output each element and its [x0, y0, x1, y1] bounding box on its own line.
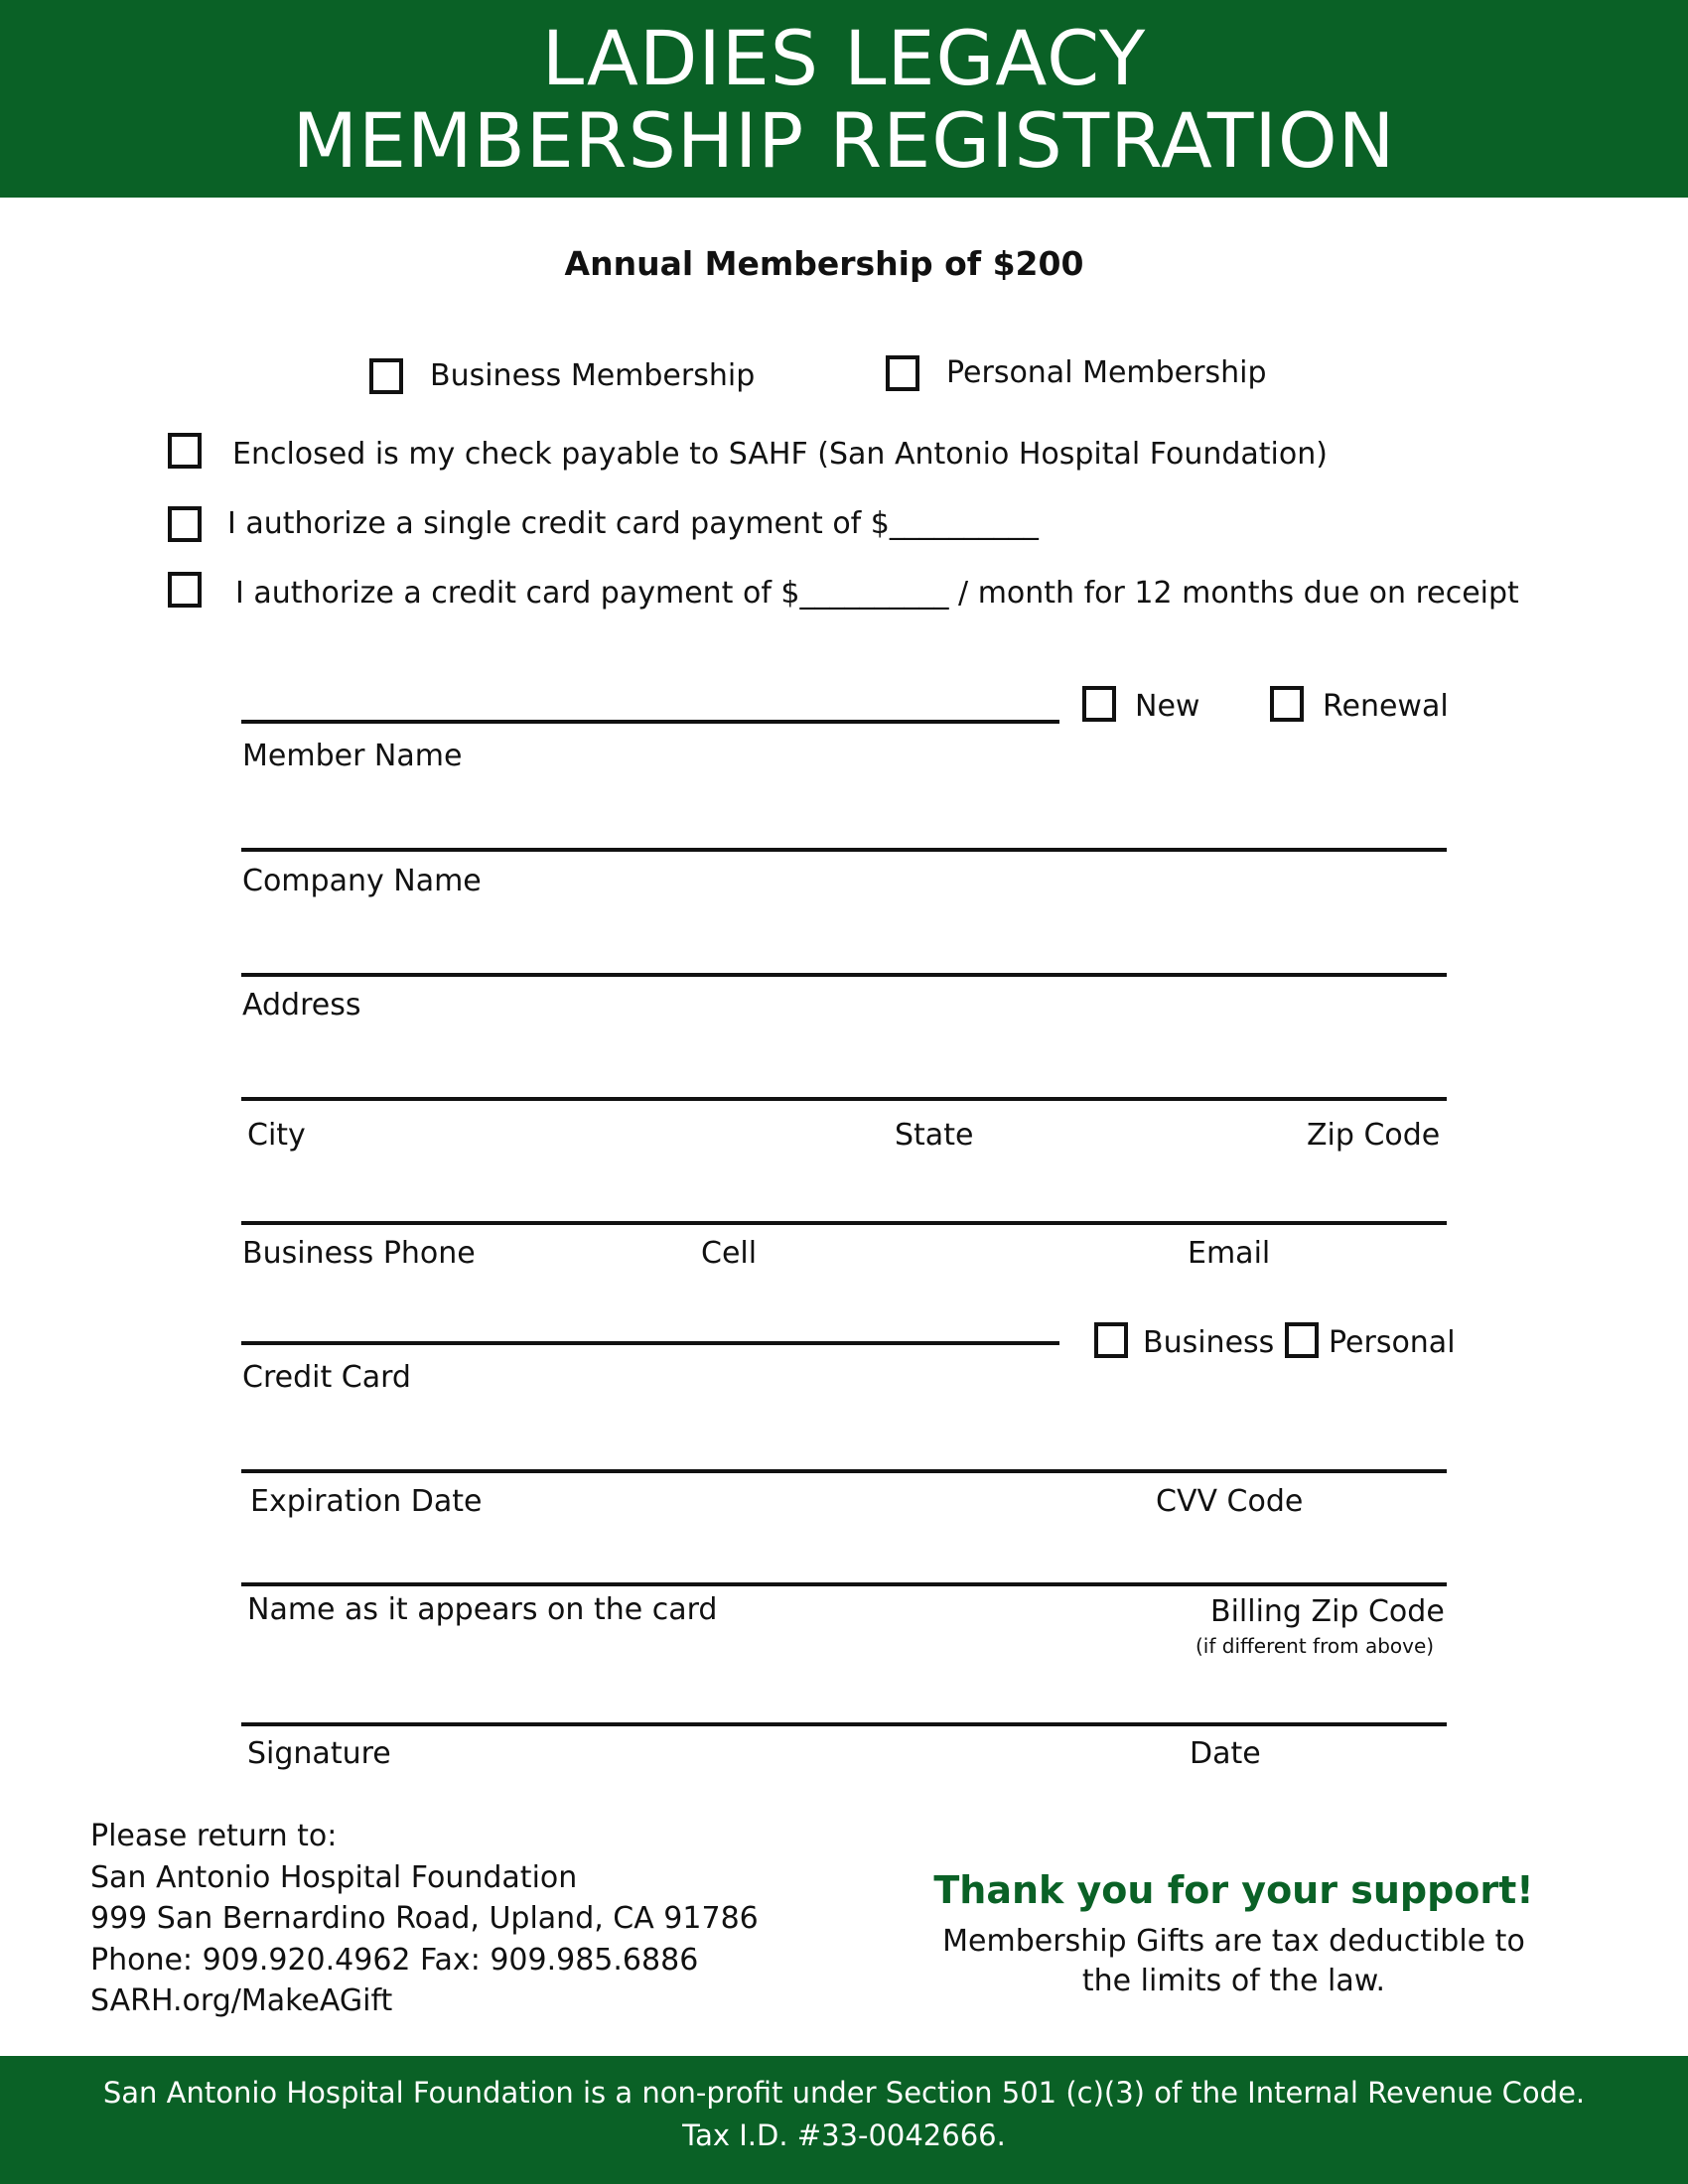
tax-deductible-line2: the limits of the law. [1081, 1964, 1386, 1998]
return-website[interactable]: SARH.org/MakeAGift [90, 1983, 393, 2018]
address-line[interactable] [241, 973, 1447, 977]
card-business-checkbox[interactable] [1094, 1322, 1128, 1358]
monthly-card-payment-checkbox[interactable] [168, 572, 202, 608]
page-title-line1: LADIES LEGACY [541, 14, 1147, 102]
personal-membership-checkbox[interactable] [886, 355, 919, 391]
return-org: San Antonio Hospital Foundation [90, 1860, 578, 1895]
card-business-label: Business [1143, 1325, 1275, 1360]
return-heading: Please return to: [90, 1819, 338, 1853]
tax-deductible-line1: Membership Gifts are tax deductible to [942, 1924, 1525, 1959]
check-payment-checkbox[interactable] [168, 433, 202, 469]
single-card-payment-checkbox[interactable] [168, 506, 202, 542]
new-member-label: New [1135, 689, 1200, 724]
email-label: Email [1188, 1236, 1271, 1271]
monthly-card-payment-label: I authorize a credit card payment of $__________ / month for 12 months due on receipt [235, 576, 1519, 611]
credit-card-label: Credit Card [242, 1360, 411, 1395]
renewal-label: Renewal [1323, 689, 1449, 724]
billing-zip-label: Billing Zip Code [1210, 1594, 1445, 1629]
page-title-line2: MEMBERSHIP REGISTRATION [292, 96, 1396, 185]
card-personal-checkbox[interactable] [1285, 1322, 1319, 1358]
city-state-zip-line[interactable] [241, 1097, 1447, 1101]
header-banner [0, 0, 1688, 198]
name-on-card-label: Name as it appears on the card [247, 1592, 718, 1627]
business-membership-checkbox[interactable] [369, 358, 403, 394]
thank-you-heading: Thank you for your support! [933, 1868, 1534, 1912]
new-member-checkbox[interactable] [1082, 686, 1116, 722]
address-label: Address [242, 988, 361, 1023]
single-card-payment-label: I authorize a single credit card payment of $__________ [227, 506, 1039, 541]
signature-label: Signature [247, 1736, 391, 1771]
renewal-checkbox[interactable] [1270, 686, 1304, 722]
member-name-label: Member Name [242, 739, 463, 773]
cell-label: Cell [701, 1236, 758, 1271]
name-on-card-line[interactable] [241, 1582, 1447, 1586]
return-phone-fax: Phone: 909.920.4962 Fax: 909.985.6886 [90, 1943, 699, 1978]
credit-card-line[interactable] [241, 1341, 1059, 1345]
signature-line[interactable] [241, 1722, 1447, 1726]
date-label: Date [1190, 1736, 1261, 1771]
zip-code-label: Zip Code [1307, 1118, 1441, 1153]
annual-fee-heading: Annual Membership of $200 [564, 244, 1084, 283]
tax-id: Tax I.D. #33-0042666. [682, 2118, 1006, 2152]
check-payment-label: Enclosed is my check payable to SAHF (San Antonio Hospital Foundation) [232, 437, 1328, 472]
phone-cell-email-line[interactable] [241, 1221, 1447, 1225]
expiration-date-label: Expiration Date [250, 1484, 483, 1519]
state-label: State [895, 1118, 974, 1153]
company-name-label: Company Name [242, 864, 482, 898]
member-name-line[interactable] [241, 720, 1059, 724]
company-name-line[interactable] [241, 848, 1447, 852]
personal-membership-label: Personal Membership [946, 355, 1267, 390]
card-personal-label: Personal [1329, 1325, 1456, 1360]
billing-zip-note: (if different from above) [1196, 1634, 1435, 1658]
business-phone-label: Business Phone [242, 1236, 476, 1271]
expiration-cvv-line[interactable] [241, 1469, 1447, 1473]
footer-banner [0, 2056, 1688, 2184]
business-membership-label: Business Membership [430, 358, 756, 393]
return-address: 999 San Bernardino Road, Upland, CA 91786 [90, 1901, 759, 1936]
city-label: City [247, 1118, 306, 1153]
cvv-code-label: CVV Code [1156, 1484, 1304, 1519]
nonprofit-statement: San Antonio Hospital Foundation is a non-profit under Section 501 (c)(3) of the Internal Revenue Code. [102, 2076, 1586, 2110]
